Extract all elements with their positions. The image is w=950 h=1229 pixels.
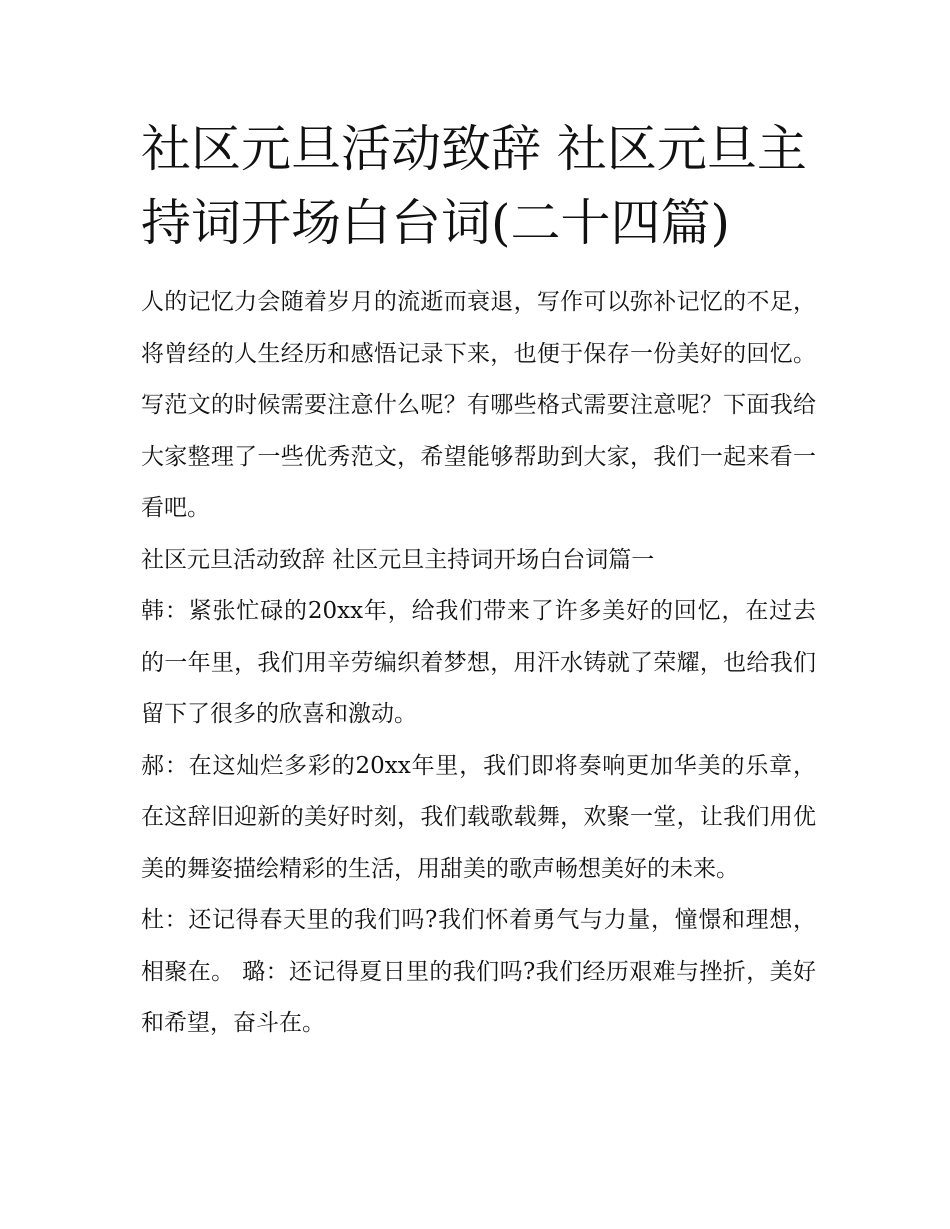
intro-paragraph: 人的记忆力会随着岁月的流逝而衰退，写作可以弥补记忆的不足，将曾经的人生经历和感悟记录下来，也便于保存一份美好的回忆。写范文的时候需要注意什么呢？有哪些格式需要注意呢？下面我给大家整理了一些优秀范文，希望能够帮助到大家，我们一起来看一看吧。	[141, 289, 816, 521]
dialogue-paragraph-du-lu: 杜：还记得春天里的我们吗?我们怀着勇气与力量，憧憬和理想，相聚在。 璐：还记得夏日里的我们吗?我们经历艰难与挫折，美好和希望，奋斗在。	[141, 907, 816, 1036]
dialogue-paragraph-hao: 郝：在这灿烂多彩的20xx年里，我们即将奏响更加华美的乐章，在这辞旧迎新的美好时刻，我们载歌载舞，欢聚一堂，让我们用优美的舞姿描绘精彩的生活，用甜美的歌声畅想美好的未来。	[141, 752, 816, 882]
document-body	[141, 277, 816, 1050]
dialogue-paragraph-han: 韩：紧张忙碌的20xx年，给我们带来了许多美好的回忆，在过去的一年里，我们用辛劳编织着梦想，用汗水铸就了荣耀，也给我们留下了很多的欣喜和激动。	[141, 598, 816, 727]
document-title: 社区元旦活动致辞 社区元旦主持词开场白台词(二十四篇)	[141, 120, 807, 252]
section-heading: 社区元旦活动致辞 社区元旦主持词开场白台词篇一	[141, 546, 655, 573]
